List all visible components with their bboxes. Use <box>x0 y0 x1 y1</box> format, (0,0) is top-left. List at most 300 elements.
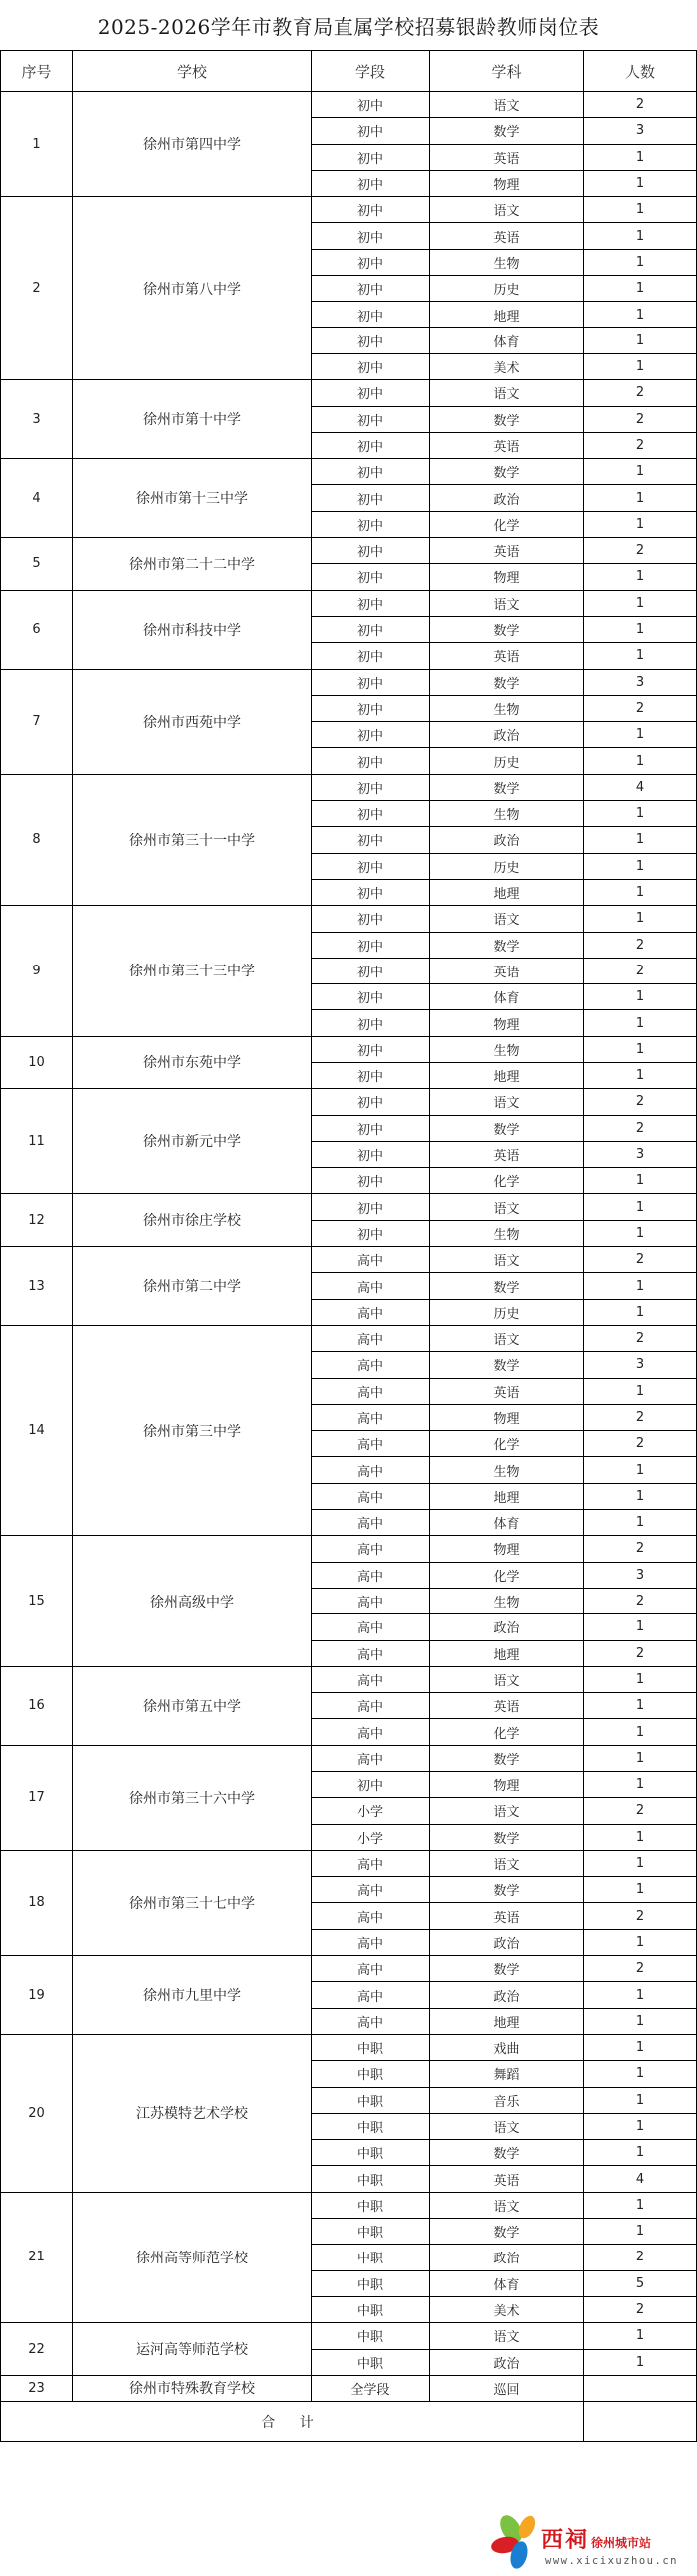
subject-cell: 语文 <box>430 2113 584 2139</box>
count-cell: 1 <box>584 643 697 669</box>
subject-cell: 数学 <box>430 2140 584 2166</box>
count-cell: 1 <box>584 1850 697 1876</box>
subject-cell: 语文 <box>430 2192 584 2218</box>
count-cell: 1 <box>584 1062 697 1088</box>
table-row <box>1 1745 697 1771</box>
count-cell: 1 <box>584 801 697 827</box>
school-name: 徐州市科技中学 <box>73 590 312 669</box>
count-cell: 1 <box>584 1168 697 1194</box>
subject-cell: 英语 <box>430 144 584 170</box>
count-cell: 3 <box>584 118 697 144</box>
subject-cell: 语文 <box>430 92 584 118</box>
count-cell: 1 <box>584 1982 697 2008</box>
stage-cell: 中职 <box>312 2113 430 2139</box>
count-cell: 1 <box>584 1273 697 1299</box>
count-cell: 2 <box>584 1536 697 1562</box>
subject-cell: 语文 <box>430 197 584 223</box>
stage-cell: 高中 <box>312 1903 430 1929</box>
subject-cell: 数学 <box>430 774 584 800</box>
count-cell: 1 <box>584 353 697 379</box>
stage-cell: 初中 <box>312 1089 430 1115</box>
school-name: 徐州市第三十六中学 <box>73 1745 312 1850</box>
stage-cell: 高中 <box>312 1510 430 1536</box>
table-row <box>1 1036 697 1062</box>
count-cell: 1 <box>584 1378 697 1404</box>
stage-cell: 初中 <box>312 774 430 800</box>
table-row <box>1 197 697 223</box>
count-cell: 1 <box>584 1457 697 1483</box>
subject-cell: 化学 <box>430 1431 584 1457</box>
school-name: 徐州高等师范学校 <box>73 2192 312 2322</box>
subject-cell: 英语 <box>430 1903 584 1929</box>
school-name: 江苏模特艺术学校 <box>73 2034 312 2192</box>
stage-cell: 高中 <box>312 1588 430 1613</box>
count-cell: 1 <box>584 2349 697 2375</box>
subject-cell: 巡回 <box>430 2375 584 2401</box>
header-school: 学校 <box>73 51 312 92</box>
school-name: 徐州市第三中学 <box>73 1325 312 1535</box>
subject-cell: 政治 <box>430 722 584 748</box>
subject-cell: 生物 <box>430 249 584 275</box>
subject-cell: 英语 <box>430 958 584 983</box>
row-index: 19 <box>1 1956 73 2035</box>
xici-logo-icon <box>489 2511 549 2571</box>
watermark-brand: 西祠 <box>541 2527 590 2553</box>
stage-cell: 小学 <box>312 1798 430 1824</box>
row-index: 16 <box>1 1666 73 1745</box>
school-name: 徐州市第十三中学 <box>73 459 312 538</box>
subject-cell: 政治 <box>430 485 584 511</box>
stage-cell: 初中 <box>312 879 430 905</box>
subject-cell: 戏曲 <box>430 2034 584 2060</box>
stage-cell: 中职 <box>312 2034 430 2060</box>
subject-cell: 地理 <box>430 2008 584 2034</box>
school-name: 徐州市第二十二中学 <box>73 538 312 591</box>
count-cell: 1 <box>584 2087 697 2113</box>
count-cell: 1 <box>584 2061 697 2087</box>
subject-cell: 生物 <box>430 1457 584 1483</box>
count-cell: 1 <box>584 144 697 170</box>
subject-cell: 体育 <box>430 2270 584 2296</box>
stage-cell: 初中 <box>312 1062 430 1088</box>
count-cell: 1 <box>584 170 697 196</box>
recruitment-table <box>0 50 697 2442</box>
subject-cell: 化学 <box>430 1168 584 1194</box>
count-cell: 1 <box>584 1745 697 1771</box>
subject-cell: 历史 <box>430 748 584 774</box>
count-cell: 1 <box>584 2140 697 2166</box>
count-cell: 1 <box>584 2192 697 2218</box>
count-cell: 1 <box>584 984 697 1010</box>
count-cell: 2 <box>584 1115 697 1141</box>
subject-cell: 数学 <box>430 459 584 485</box>
stage-cell: 高中 <box>312 1666 430 1692</box>
stage-cell: 初中 <box>312 958 430 983</box>
count-cell: 1 <box>584 223 697 249</box>
stage-cell: 中职 <box>312 2140 430 2166</box>
count-cell: 2 <box>584 1640 697 1666</box>
count-cell: 1 <box>584 302 697 327</box>
subject-cell: 数学 <box>430 1352 584 1378</box>
stage-cell: 中职 <box>312 2245 430 2270</box>
watermark-city: 徐州城市站 <box>591 2536 652 2550</box>
count-cell: 3 <box>584 1562 697 1588</box>
row-index: 6 <box>1 590 73 669</box>
total-row <box>1 2402 697 2442</box>
table-row <box>1 2034 697 2060</box>
stage-cell: 高中 <box>312 1850 430 1876</box>
stage-cell: 初中 <box>312 432 430 458</box>
subject-cell: 数学 <box>430 669 584 695</box>
subject-cell: 数学 <box>430 1824 584 1850</box>
stage-cell: 中职 <box>312 2192 430 2218</box>
subject-cell: 物理 <box>430 564 584 590</box>
stage-cell: 初中 <box>312 144 430 170</box>
school-name: 徐州市第二中学 <box>73 1247 312 1326</box>
stage-cell: 初中 <box>312 695 430 721</box>
subject-cell: 体育 <box>430 327 584 353</box>
count-cell: 2 <box>584 2296 697 2322</box>
subject-cell: 语文 <box>430 1247 584 1273</box>
count-cell: 1 <box>584 564 697 590</box>
count-cell: 2 <box>584 1903 697 1929</box>
subject-cell: 英语 <box>430 643 584 669</box>
stage-cell: 小学 <box>312 1824 430 1850</box>
count-cell: 1 <box>584 1220 697 1246</box>
count-cell: 1 <box>584 1614 697 1640</box>
stage-cell: 高中 <box>312 1745 430 1771</box>
stage-cell: 高中 <box>312 1562 430 1588</box>
stage-cell: 高中 <box>312 1614 430 1640</box>
stage-cell: 高中 <box>312 1247 430 1273</box>
subject-cell: 生物 <box>430 1220 584 1246</box>
header-index: 序号 <box>1 51 73 92</box>
row-index: 13 <box>1 1247 73 1326</box>
school-name: 徐州市新元中学 <box>73 1089 312 1194</box>
subject-cell: 政治 <box>430 1614 584 1640</box>
subject-cell: 数学 <box>430 1877 584 1903</box>
subject-cell: 语文 <box>430 380 584 406</box>
stage-cell: 初中 <box>312 118 430 144</box>
count-cell: 1 <box>584 827 697 853</box>
stage-cell: 初中 <box>312 932 430 958</box>
subject-cell: 地理 <box>430 1062 584 1088</box>
header-count: 人数 <box>584 51 697 92</box>
table-row <box>1 459 697 485</box>
subject-cell: 语文 <box>430 1325 584 1351</box>
count-cell: 1 <box>584 1929 697 1955</box>
stage-cell: 初中 <box>312 459 430 485</box>
stage-cell: 初中 <box>312 92 430 118</box>
count-cell: 1 <box>584 1036 697 1062</box>
count-cell: 1 <box>584 853 697 879</box>
count-cell: 1 <box>584 1194 697 1220</box>
count-cell: 3 <box>584 1352 697 1378</box>
row-index: 7 <box>1 669 73 774</box>
stage-cell: 高中 <box>312 1640 430 1666</box>
count-cell: 2 <box>584 1956 697 1982</box>
stage-cell: 初中 <box>312 406 430 432</box>
subject-cell: 政治 <box>430 2349 584 2375</box>
subject-cell: 生物 <box>430 801 584 827</box>
table-row <box>1 92 697 118</box>
school-name: 徐州市第三十七中学 <box>73 1850 312 1955</box>
subject-cell: 体育 <box>430 984 584 1010</box>
subject-cell: 美术 <box>430 353 584 379</box>
count-cell: 2 <box>584 1089 697 1115</box>
table-row <box>1 1850 697 1876</box>
stage-cell: 高中 <box>312 1929 430 1955</box>
subject-cell: 数学 <box>430 1956 584 1982</box>
row-index: 2 <box>1 197 73 380</box>
stage-cell: 初中 <box>312 748 430 774</box>
row-index: 8 <box>1 774 73 905</box>
school-name: 徐州市第三十三中学 <box>73 906 312 1036</box>
row-index: 4 <box>1 459 73 538</box>
stage-cell: 初中 <box>312 1194 430 1220</box>
school-name: 徐州市第四中学 <box>73 92 312 197</box>
stage-cell: 初中 <box>312 276 430 302</box>
count-cell: 1 <box>584 459 697 485</box>
count-cell: 1 <box>584 2034 697 2060</box>
count-cell: 1 <box>584 2323 697 2349</box>
subject-cell: 政治 <box>430 1982 584 2008</box>
count-cell: 1 <box>584 276 697 302</box>
watermark-url: www.xicixuzhou.cn <box>545 2555 678 2567</box>
stage-cell: 初中 <box>312 801 430 827</box>
table-row <box>1 1247 697 1273</box>
site-watermark <box>489 2511 697 2576</box>
stage-cell: 初中 <box>312 538 430 564</box>
count-cell: 2 <box>584 2245 697 2270</box>
subject-cell: 英语 <box>430 1693 584 1719</box>
school-name: 徐州市西苑中学 <box>73 669 312 774</box>
stage-cell: 初中 <box>312 590 430 616</box>
count-cell: 1 <box>584 1483 697 1509</box>
count-cell: 1 <box>584 1299 697 1325</box>
stage-cell: 初中 <box>312 170 430 196</box>
subject-cell: 政治 <box>430 2245 584 2270</box>
subject-cell: 数学 <box>430 118 584 144</box>
table-row <box>1 774 697 800</box>
stage-cell: 初中 <box>312 1010 430 1036</box>
count-cell: 2 <box>584 1798 697 1824</box>
subject-cell: 数学 <box>430 932 584 958</box>
subject-cell: 生物 <box>430 695 584 721</box>
count-cell: 1 <box>584 1824 697 1850</box>
row-index: 14 <box>1 1325 73 1535</box>
row-index: 18 <box>1 1850 73 1955</box>
stage-cell: 初中 <box>312 1772 430 1798</box>
table-row <box>1 906 697 932</box>
stage-cell: 初中 <box>312 616 430 642</box>
count-cell: 1 <box>584 1693 697 1719</box>
stage-cell: 高中 <box>312 1956 430 1982</box>
count-cell: 2 <box>584 1431 697 1457</box>
subject-cell: 语文 <box>430 1666 584 1692</box>
stage-cell: 中职 <box>312 2349 430 2375</box>
stage-cell: 中职 <box>312 2270 430 2296</box>
count-cell: 1 <box>584 485 697 511</box>
table-row <box>1 2375 697 2401</box>
subject-cell: 地理 <box>430 1640 584 1666</box>
stage-cell: 初中 <box>312 302 430 327</box>
count-cell: 1 <box>584 590 697 616</box>
subject-cell: 数学 <box>430 616 584 642</box>
stage-cell: 高中 <box>312 1982 430 2008</box>
count-cell: 5 <box>584 2270 697 2296</box>
row-index: 11 <box>1 1089 73 1194</box>
table-row <box>1 590 697 616</box>
row-index: 5 <box>1 538 73 591</box>
subject-cell: 物理 <box>430 170 584 196</box>
row-index: 21 <box>1 2192 73 2322</box>
count-cell: 1 <box>584 748 697 774</box>
stage-cell: 初中 <box>312 1141 430 1167</box>
subject-cell: 语文 <box>430 1798 584 1824</box>
count-cell: 2 <box>584 958 697 983</box>
stage-cell: 高中 <box>312 1404 430 1430</box>
stage-cell: 初中 <box>312 669 430 695</box>
table-row <box>1 1536 697 1562</box>
stage-cell: 初中 <box>312 853 430 879</box>
count-cell: 3 <box>584 669 697 695</box>
subject-cell: 数学 <box>430 1273 584 1299</box>
stage-cell: 全学段 <box>312 2375 430 2401</box>
subject-cell: 化学 <box>430 1562 584 1588</box>
count-cell: 3 <box>584 1141 697 1167</box>
count-cell: 2 <box>584 432 697 458</box>
table-row <box>1 2192 697 2218</box>
stage-cell: 高中 <box>312 1273 430 1299</box>
row-index: 15 <box>1 1536 73 1666</box>
stage-cell: 中职 <box>312 2323 430 2349</box>
count-cell: 1 <box>584 616 697 642</box>
subject-cell: 英语 <box>430 538 584 564</box>
subject-cell: 语文 <box>430 2323 584 2349</box>
stage-cell: 初中 <box>312 643 430 669</box>
count-cell: 1 <box>584 1772 697 1798</box>
stage-cell: 中职 <box>312 2087 430 2113</box>
table-row <box>1 2323 697 2349</box>
count-cell: 1 <box>584 2008 697 2034</box>
count-cell: 1 <box>584 2113 697 2139</box>
count-cell: 1 <box>584 2219 697 2245</box>
table-row <box>1 380 697 406</box>
count-cell <box>584 2375 697 2401</box>
count-cell: 1 <box>584 327 697 353</box>
count-cell: 2 <box>584 932 697 958</box>
stage-cell: 中职 <box>312 2296 430 2322</box>
stage-cell: 高中 <box>312 1457 430 1483</box>
table-row <box>1 1956 697 1982</box>
stage-cell: 初中 <box>312 1220 430 1246</box>
count-cell: 1 <box>584 249 697 275</box>
count-cell: 2 <box>584 538 697 564</box>
count-cell: 2 <box>584 406 697 432</box>
count-cell: 1 <box>584 1666 697 1692</box>
table-row <box>1 669 697 695</box>
table-body <box>1 92 697 2402</box>
row-index: 12 <box>1 1194 73 1247</box>
count-cell: 1 <box>584 879 697 905</box>
stage-cell: 初中 <box>312 906 430 932</box>
subject-cell: 语文 <box>430 906 584 932</box>
subject-cell: 化学 <box>430 1719 584 1745</box>
row-index: 23 <box>1 2375 73 2401</box>
stage-cell: 初中 <box>312 722 430 748</box>
subject-cell: 英语 <box>430 432 584 458</box>
subject-cell: 数学 <box>430 2219 584 2245</box>
stage-cell: 初中 <box>312 1036 430 1062</box>
school-name: 徐州市九里中学 <box>73 1956 312 2035</box>
subject-cell: 英语 <box>430 223 584 249</box>
stage-cell: 初中 <box>312 511 430 537</box>
subject-cell: 英语 <box>430 1141 584 1167</box>
stage-cell: 高中 <box>312 1483 430 1509</box>
school-name: 徐州市第三十一中学 <box>73 774 312 905</box>
subject-cell: 化学 <box>430 511 584 537</box>
count-cell: 1 <box>584 1877 697 1903</box>
subject-cell: 地理 <box>430 879 584 905</box>
subject-cell: 音乐 <box>430 2087 584 2113</box>
row-index: 9 <box>1 906 73 1036</box>
count-cell: 4 <box>584 2166 697 2192</box>
stage-cell: 初中 <box>312 984 430 1010</box>
stage-cell: 中职 <box>312 2166 430 2192</box>
table-row <box>1 1325 697 1351</box>
subject-cell: 语文 <box>430 590 584 616</box>
stage-cell: 初中 <box>312 327 430 353</box>
count-cell: 1 <box>584 197 697 223</box>
subject-cell: 英语 <box>430 2166 584 2192</box>
table-row <box>1 538 697 564</box>
row-index: 1 <box>1 92 73 197</box>
stage-cell: 高中 <box>312 1536 430 1562</box>
subject-cell: 地理 <box>430 1483 584 1509</box>
count-cell: 1 <box>584 906 697 932</box>
count-cell: 1 <box>584 1510 697 1536</box>
row-index: 3 <box>1 380 73 459</box>
stage-cell: 初中 <box>312 380 430 406</box>
subject-cell: 物理 <box>430 1772 584 1798</box>
school-name: 徐州市第十中学 <box>73 380 312 459</box>
stage-cell: 高中 <box>312 2008 430 2034</box>
count-cell: 2 <box>584 380 697 406</box>
subject-cell: 英语 <box>430 1378 584 1404</box>
stage-cell: 初中 <box>312 353 430 379</box>
school-name: 徐州市东苑中学 <box>73 1036 312 1089</box>
stage-cell: 高中 <box>312 1431 430 1457</box>
stage-cell: 高中 <box>312 1352 430 1378</box>
table-header-row <box>1 51 697 92</box>
school-name: 运河高等师范学校 <box>73 2323 312 2376</box>
count-cell: 2 <box>584 92 697 118</box>
table-row <box>1 1666 697 1692</box>
table-row <box>1 1089 697 1115</box>
subject-cell: 物理 <box>430 1010 584 1036</box>
stage-cell: 中职 <box>312 2219 430 2245</box>
stage-cell: 初中 <box>312 827 430 853</box>
subject-cell: 政治 <box>430 1929 584 1955</box>
row-index: 20 <box>1 2034 73 2192</box>
header-subject: 学科 <box>430 51 584 92</box>
stage-cell: 初中 <box>312 223 430 249</box>
subject-cell: 体育 <box>430 1510 584 1536</box>
subject-cell: 物理 <box>430 1536 584 1562</box>
count-cell: 1 <box>584 511 697 537</box>
stage-cell: 初中 <box>312 485 430 511</box>
